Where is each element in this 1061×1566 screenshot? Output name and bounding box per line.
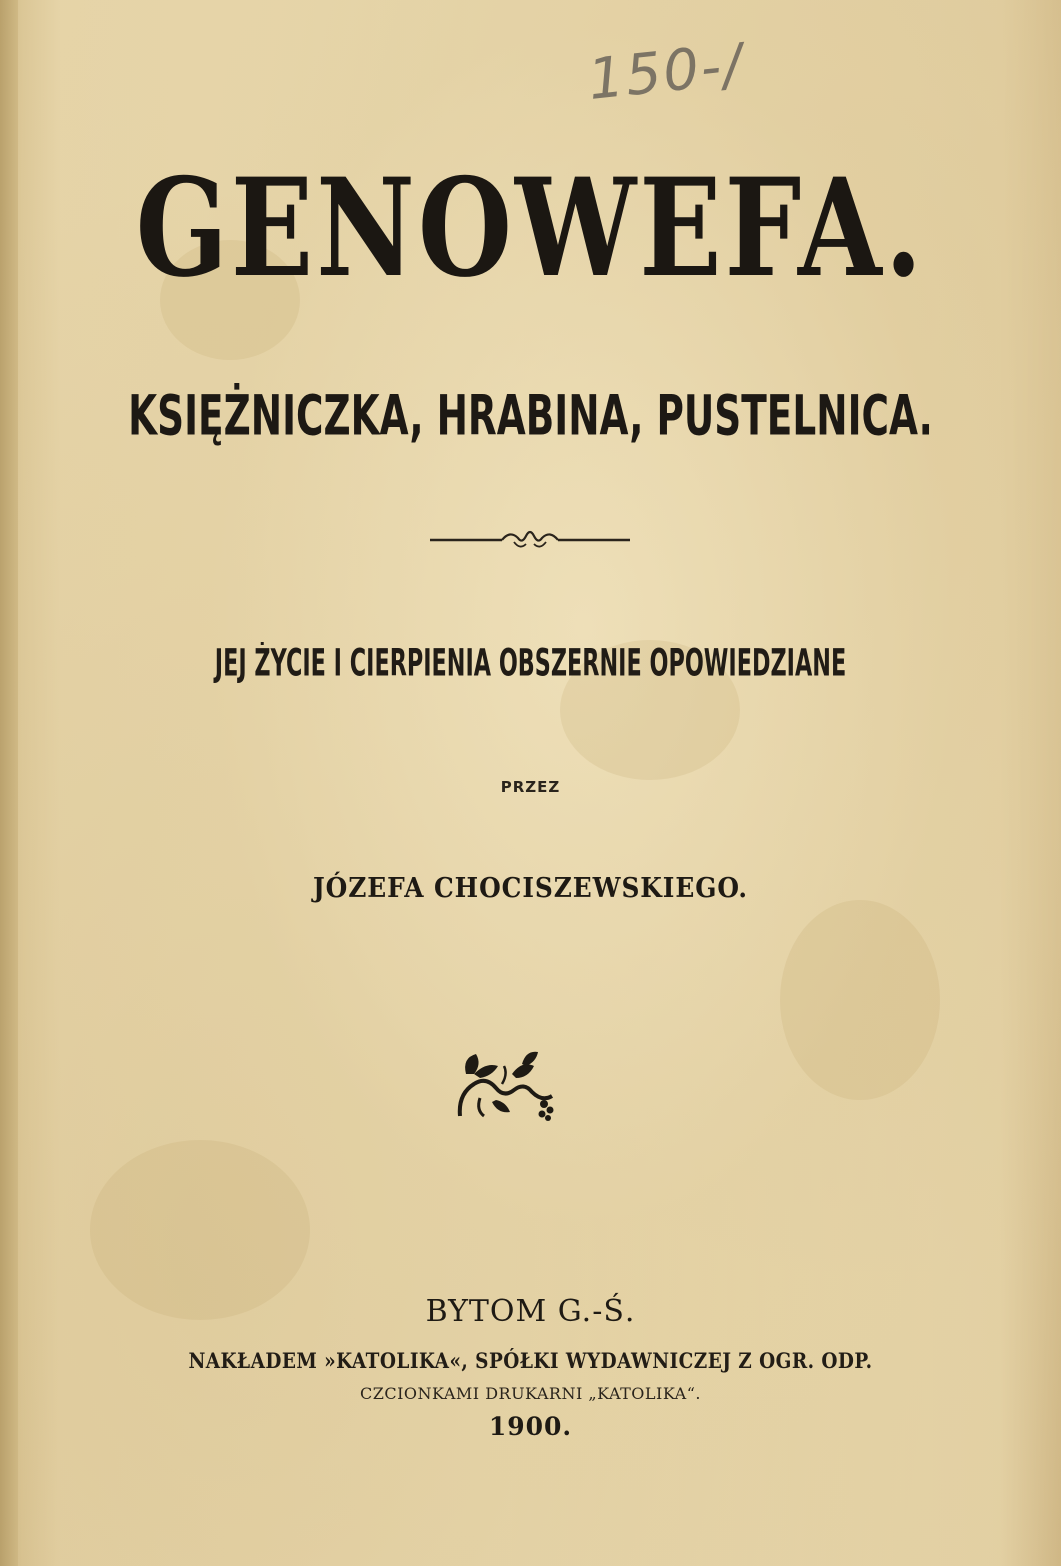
author-name: JÓZEFA CHOCISZEWSKIEGO. — [312, 873, 749, 904]
paper-stain — [90, 1140, 310, 1320]
imprint-city: BYTOM G.-Ś. — [425, 1294, 636, 1329]
book-subtitle: KSIĘŻNICZKA, HRABINA, PUSTELNICA. — [128, 384, 933, 449]
ornamental-rule — [430, 520, 630, 560]
book-tagline: JEJ ŻYCIE I CIERPIENIA OBSZERNIE OPOWIEDZIANE — [214, 642, 847, 686]
byline-prefix: PRZEZ — [500, 778, 561, 796]
book-title: GENOWEFA. — [135, 150, 926, 308]
imprint-printer: CZCIONKAMI DRUKARNI „KATOLIKA“. — [360, 1384, 701, 1403]
pencil-price-note: 150-/ — [585, 32, 747, 113]
paper-stain — [780, 900, 940, 1100]
floral-vignette-icon — [452, 1044, 562, 1124]
imprint-year: 1900. — [488, 1412, 573, 1441]
imprint-publisher: NAKŁADEM »KATOLIKA«, SPÓŁKI WYDAWNICZEJ Z OGR. ODP. — [188, 1348, 873, 1373]
